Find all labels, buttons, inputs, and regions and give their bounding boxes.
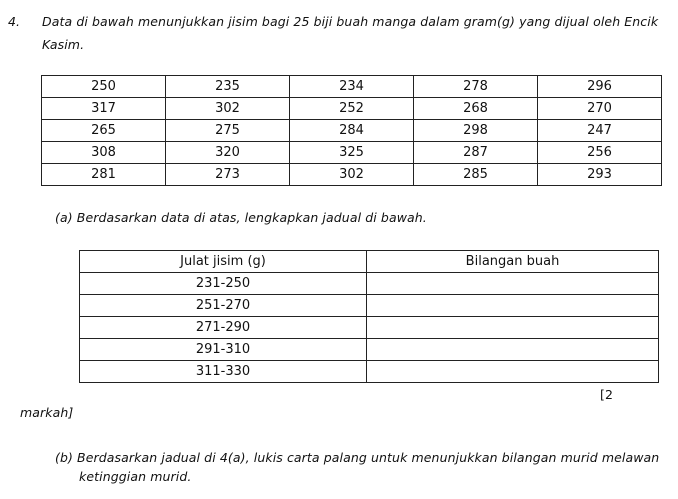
table-cell: 285 [414, 164, 538, 186]
table-cell: 268 [414, 98, 538, 120]
part-b-text-line2: ketinggian murid. [79, 469, 192, 484]
table-row [42, 76, 662, 98]
table-cell: 273 [166, 164, 290, 186]
mass-range-cell: 251-270 [80, 295, 367, 317]
table-row [42, 164, 662, 186]
table-cell: 235 [166, 76, 290, 98]
table-cell: 250 [42, 76, 166, 98]
table-cell: 302 [290, 164, 414, 186]
marks-close: markah] [20, 405, 74, 420]
fruit-count-answer-cell[interactable] [367, 295, 659, 317]
table-cell: 256 [538, 142, 662, 164]
header-mass-range: Julat jisim (g) [80, 251, 367, 273]
table-cell: 293 [538, 164, 662, 186]
table-row [80, 295, 659, 317]
question-number: 4. [8, 14, 21, 29]
mass-range-cell: 231-250 [80, 273, 367, 295]
table-cell: 302 [166, 98, 290, 120]
table-cell: 247 [538, 120, 662, 142]
mass-range-cell: 311-330 [80, 361, 367, 383]
table-row [80, 339, 659, 361]
question-text-line1: Data di bawah menunjukkan jisim bagi 25 biji buah manga dalam gram(g) yang dijual oleh Encik [42, 14, 659, 29]
table-cell: 278 [414, 76, 538, 98]
frequency-table [79, 250, 659, 383]
table-cell: 308 [42, 142, 166, 164]
table-cell: 287 [414, 142, 538, 164]
table-cell: 252 [290, 98, 414, 120]
table-cell: 317 [42, 98, 166, 120]
fruit-count-answer-cell[interactable] [367, 361, 659, 383]
frequency-table-header-row [80, 251, 659, 273]
table-cell: 281 [42, 164, 166, 186]
table-row [42, 142, 662, 164]
table-cell: 298 [414, 120, 538, 142]
table-row [42, 120, 662, 142]
table-cell: 320 [166, 142, 290, 164]
table-row [80, 361, 659, 383]
marks-open: [2 [600, 387, 614, 402]
table-row [80, 273, 659, 295]
table-row [42, 98, 662, 120]
part-a-text: (a) Berdasarkan data di atas, lengkapkan jadual di bawah. [55, 210, 427, 225]
mass-range-cell: 271-290 [80, 317, 367, 339]
part-b-text-line1: (b) Berdasarkan jadual di 4(a), lukis carta palang untuk menunjukkan bilangan murid melawan [55, 450, 660, 465]
table-row [80, 317, 659, 339]
table-cell: 284 [290, 120, 414, 142]
table-cell: 275 [166, 120, 290, 142]
table-cell: 270 [538, 98, 662, 120]
table-cell: 234 [290, 76, 414, 98]
table-cell: 265 [42, 120, 166, 142]
question-text-line2: Kasim. [42, 37, 85, 52]
mass-range-cell: 291-310 [80, 339, 367, 361]
header-fruit-count: Bilangan buah [367, 251, 659, 273]
mass-data-table [41, 75, 662, 186]
fruit-count-answer-cell[interactable] [367, 317, 659, 339]
fruit-count-answer-cell[interactable] [367, 339, 659, 361]
table-cell: 296 [538, 76, 662, 98]
table-cell: 325 [290, 142, 414, 164]
fruit-count-answer-cell[interactable] [367, 273, 659, 295]
